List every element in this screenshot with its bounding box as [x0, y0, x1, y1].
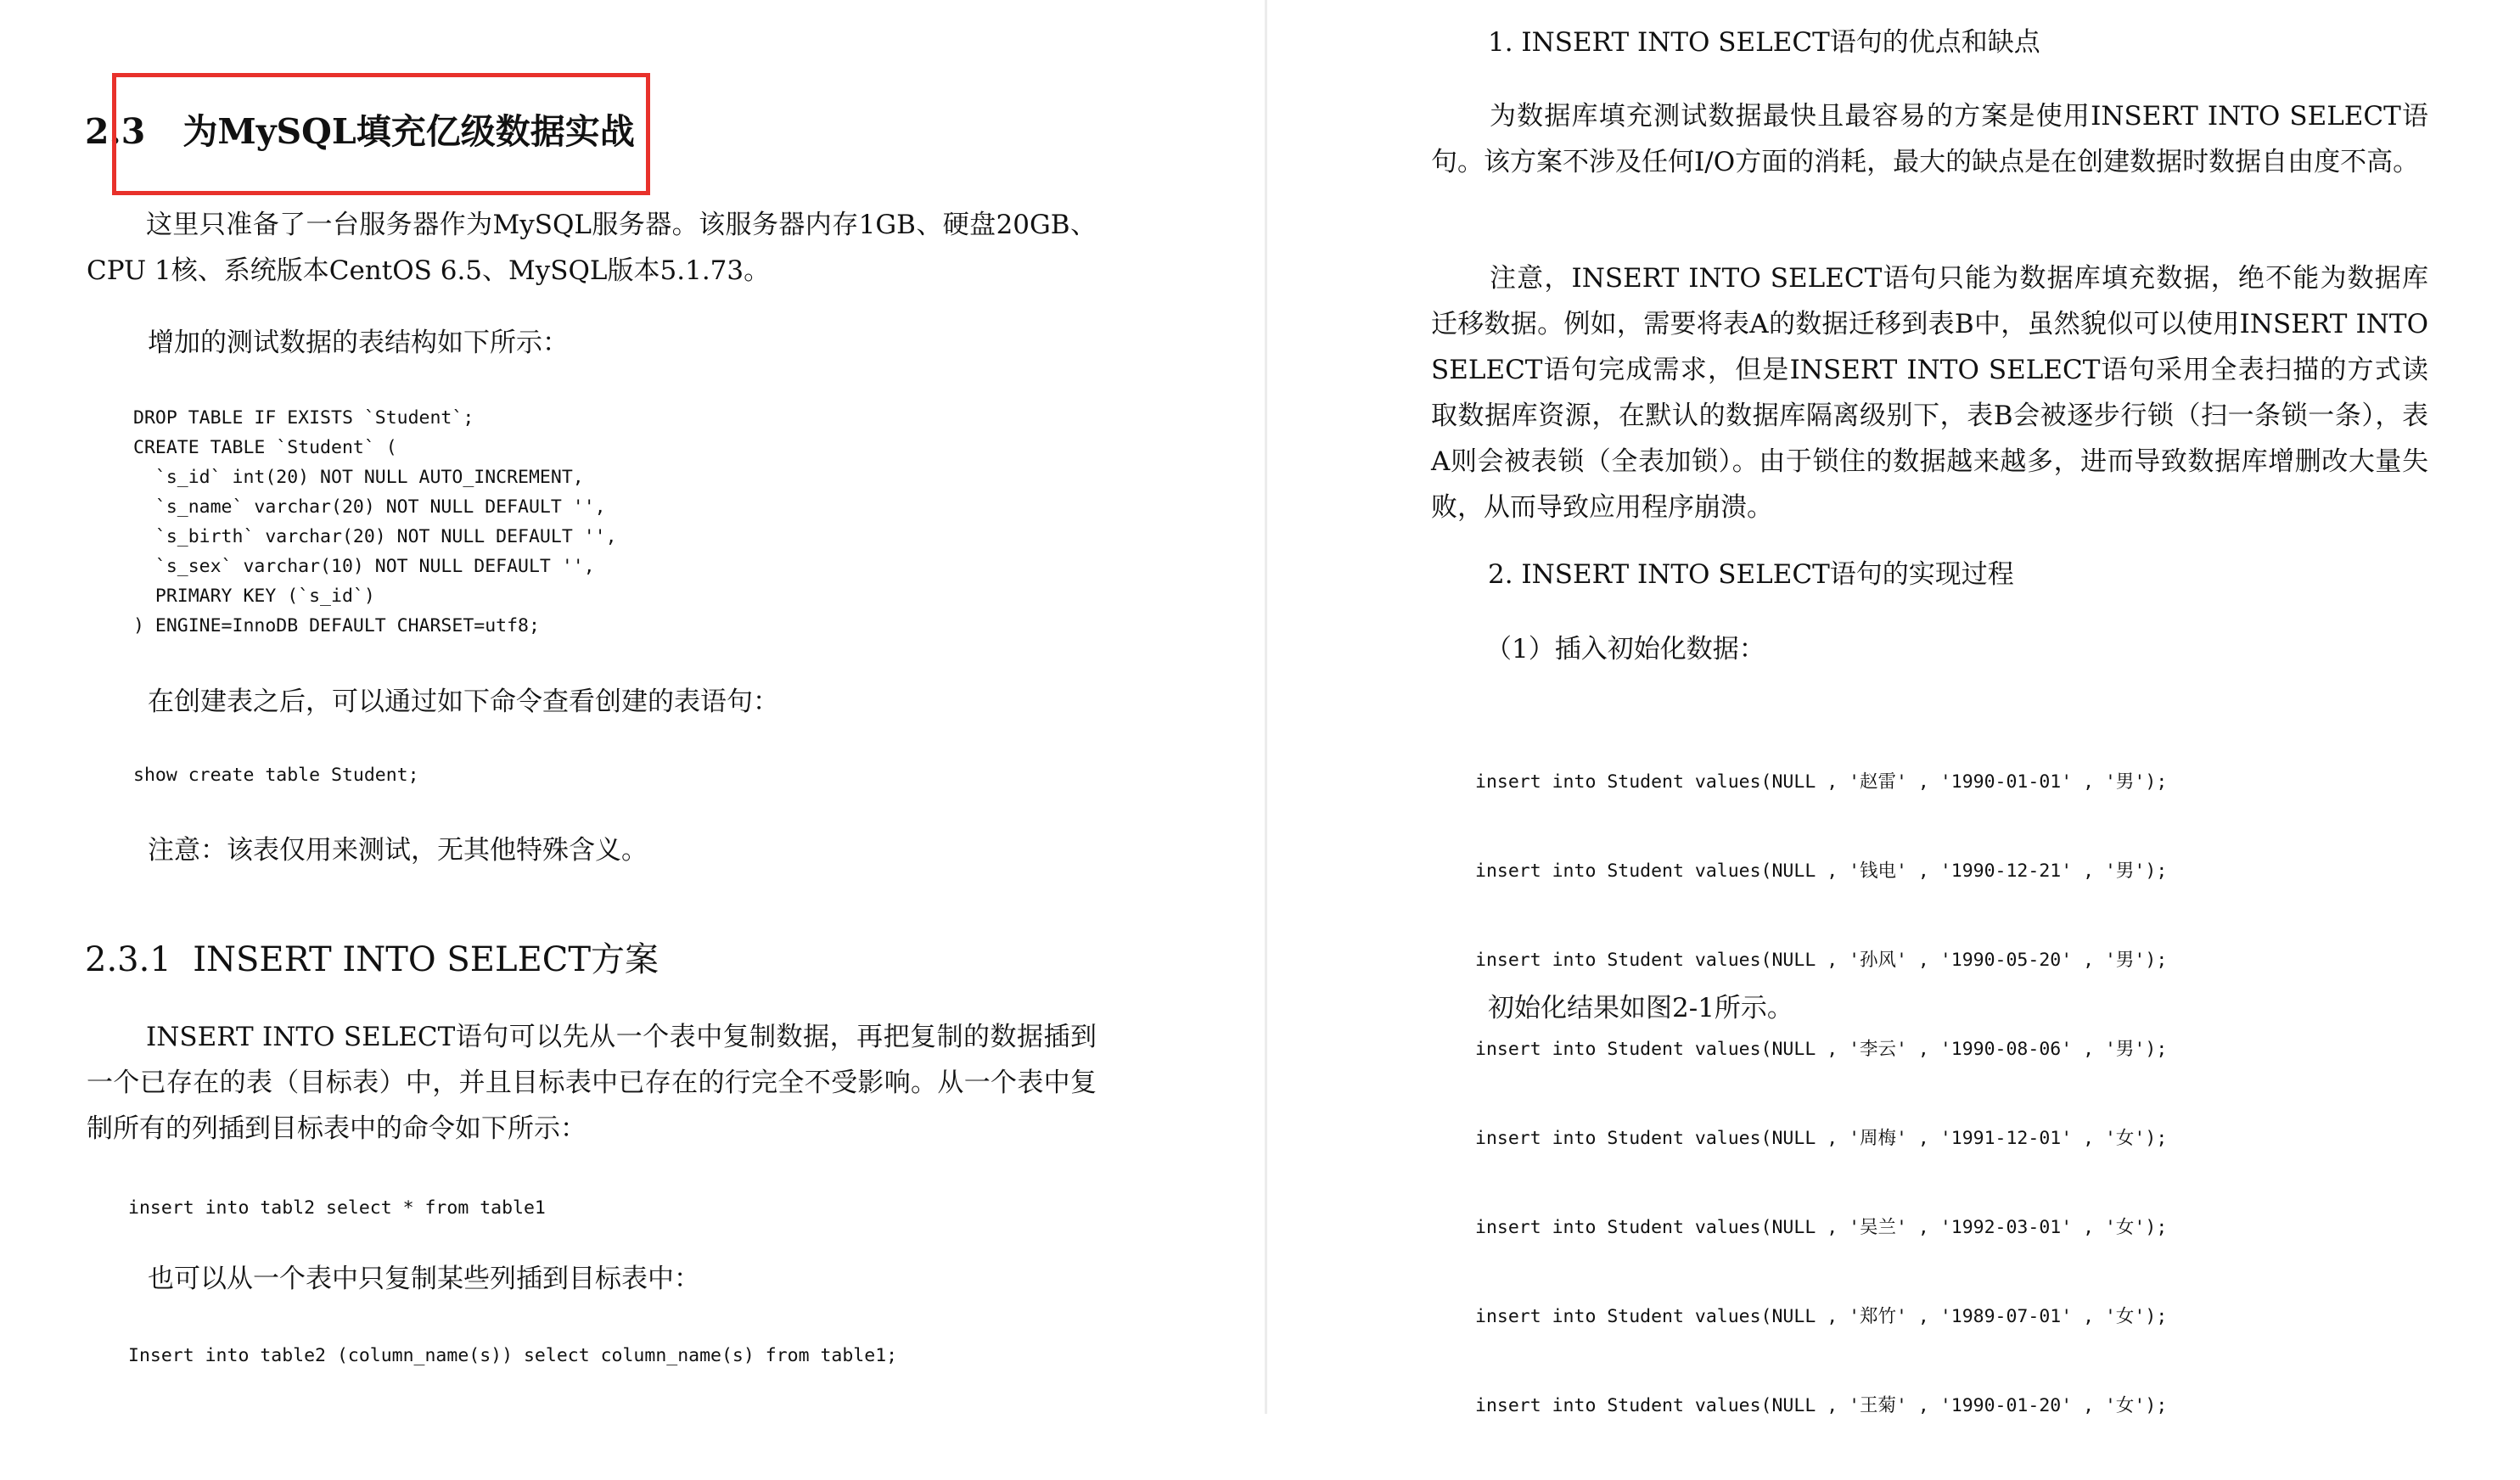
code-line: insert into Student values(NULL , '钱电' , '1990-12-21' , '男');: [1475, 861, 2168, 882]
section-number: 2.3: [85, 111, 146, 152]
result-text: 初始化结果如图2-1所示。: [1488, 993, 1793, 1023]
copy-all-code: insert into tabl2 select * from table1: [128, 1197, 546, 1219]
right-page: [1269, 0, 2520, 1414]
code-line: insert into Student values(NULL , '王菊' , '1990-01-20' , '女');: [1475, 1395, 2168, 1416]
intro-paragraph: 这里只准备了一台服务器作为MySQL服务器。该服务器内存1GB、硬盘20GB、CPU 1核、系统版本CentOS 6.5、MySQL版本5.1.73。: [87, 210, 1097, 286]
page-divider: [1265, 0, 1267, 1414]
code-line: insert into Student values(NULL , '周梅' , '1991-12-01' , '女');: [1475, 1128, 2168, 1149]
show-create-code: show create table Student;: [133, 765, 419, 786]
subsection-heading: 2.3.1 INSERT INTO SELECT方案: [85, 940, 659, 979]
copy-some-intro: 也可以从一个表中只复制某些列插到目标表中：: [148, 1264, 700, 1294]
copy-some-code: Insert into table2 (column_name(s)) select column_name(s) from table1;: [128, 1345, 898, 1366]
code-line: insert into Student values(NULL , '赵雷' , '1990-01-01' , '男');: [1475, 771, 2168, 793]
code-line: insert into Student values(NULL , '孙风' , '1990-05-20' , '男');: [1475, 950, 2168, 971]
left-page: [0, 0, 1265, 1414]
item2-title: 2. INSERT INTO SELECT语句的实现过程: [1488, 559, 2014, 590]
highlight-box: [112, 73, 650, 195]
insert-code-block: [1475, 708, 2167, 1480]
insert-select-description: INSERT INTO SELECT语句可以先从一个表中复制数据，再把复制的数据插到一个已存在的表（目标表）中，并且目标表中已存在的行完全不受影响。从一个表中复制所有的列插到目标表中的命令如下所示：: [87, 1022, 1097, 1144]
table-structure-intro: 增加的测试数据的表结构如下所示：: [148, 328, 569, 358]
item1-paragraph2: 注意，INSERT INTO SELECT语句只能为数据库填充数据，绝不能为数据库迁移数据。例如，需要将表A的数据迁移到表B中，虽然貌似可以使用INSERT INTO SELECT语句完成需求，但是INSERT INTO SELECT语句采用全表扫描的方式读取数据库资源，在默认的数据库隔离级别下，表B会被逐步行锁（扫一条锁一条），表A则会被表锁（全表加锁）。由于锁住的数据越来越多，进而导致数据库增删改大量失败，从而导致应用程序崩溃。: [1431, 263, 2428, 523]
code-line: insert into Student values(NULL , '李云' , '1990-08-06' , '男');: [1475, 1039, 2168, 1060]
code-line: insert into Student values(NULL , '郑竹' , '1989-07-01' , '女');: [1475, 1306, 2168, 1327]
step1-title: （1）插入初始化数据：: [1485, 634, 1765, 664]
create-table-code: DROP TABLE IF EXISTS `Student`; CREATE TABLE `Student` ( `s_id` int(20) NOT NULL AUTO_INCREMENT, `s_name` varchar(20) NOT NULL DEFAULT '', `s_birth` varchar(20) NOT NULL DEFAULT '', `s_sex` varchar(10) NOT NULL DEFAULT '', PRIMARY KEY (`s_id`) ) ENGINE=InnoDB DEFAULT CHARSET=utf8;: [133, 407, 617, 636]
note-text: 注意：该表仅用来测试，无其他特殊含义。: [148, 835, 648, 866]
item1-paragraph1: 为数据库填充测试数据最快且最容易的方案是使用INSERT INTO SELECT语句。该方案不涉及任何I/O方面的消耗，最大的缺点是在创建数据时数据自由度不高。: [1431, 101, 2428, 177]
show-create-intro: 在创建表之后，可以通过如下命令查看创建的表语句：: [148, 687, 779, 717]
section-title: 为MySQL填充亿级数据实战: [182, 111, 635, 152]
item1-title: 1. INSERT INTO SELECT语句的优点和缺点: [1488, 27, 2040, 58]
code-line: insert into Student values(NULL , '吴兰' , '1992-03-01' , '女');: [1475, 1217, 2168, 1238]
